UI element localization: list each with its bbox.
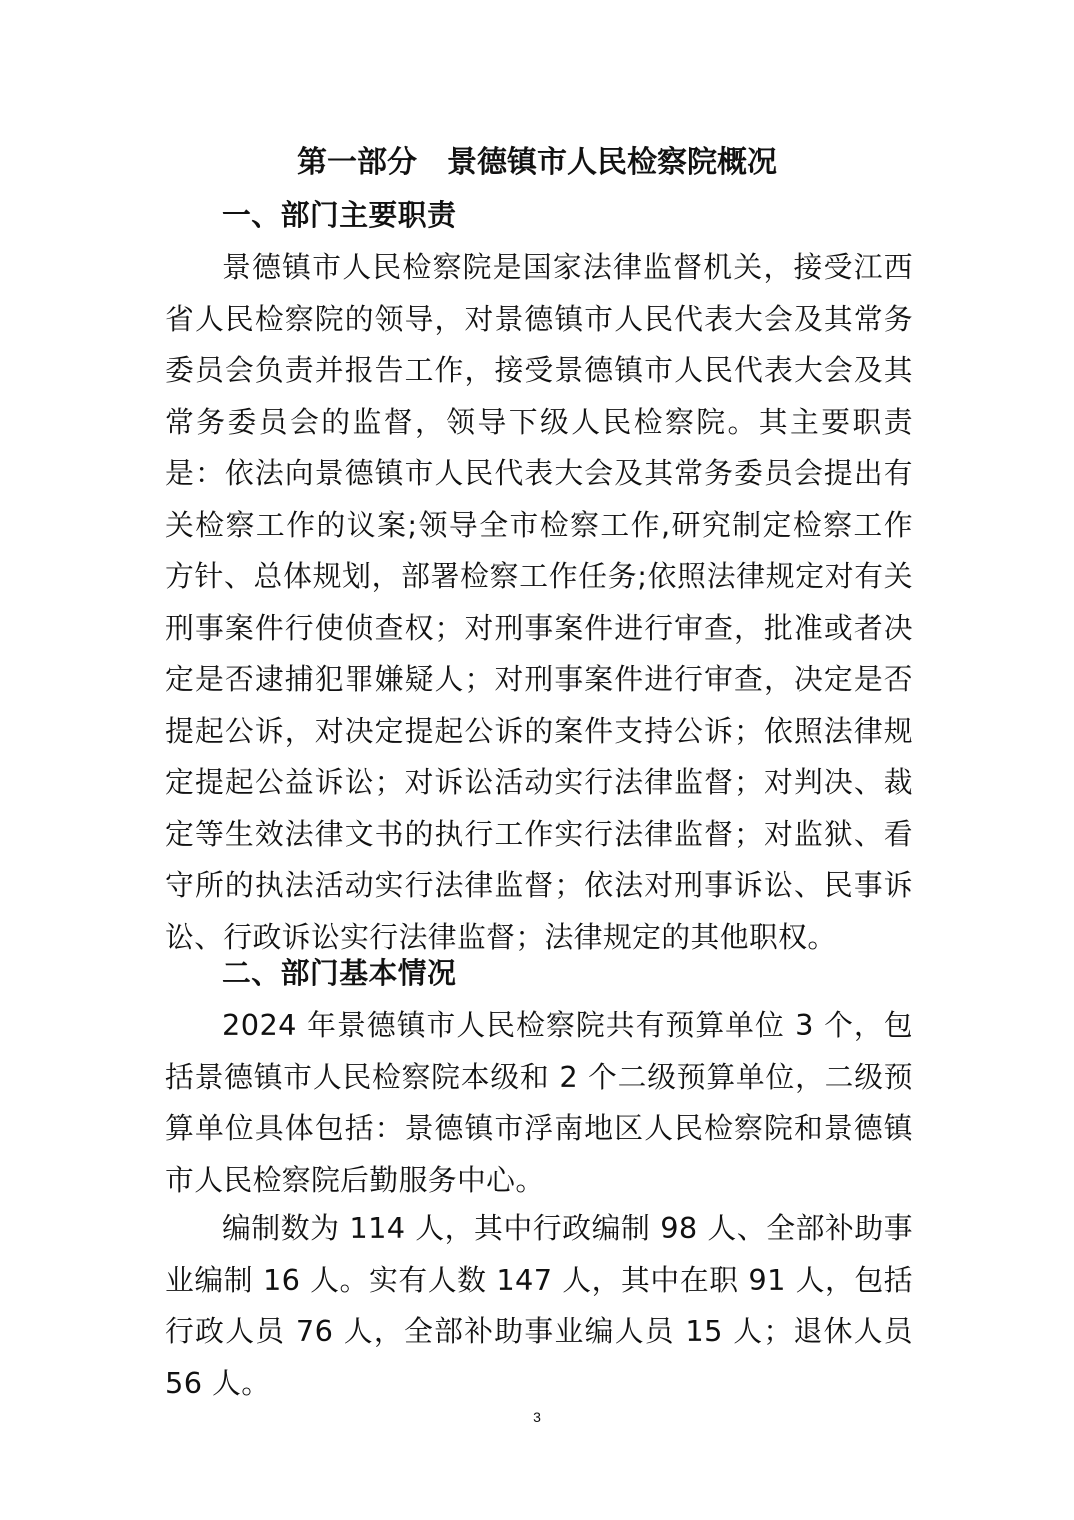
section-heading-basic-info: 二、部门基本情况 <box>222 956 457 990</box>
section-heading-duties: 一、部门主要职责 <box>222 198 457 232</box>
paragraph-staffing: 编制数为 114 人，其中行政编制 98 人、全部补助事业编制 16 人。实有人数 147 人，其中在职 91 人，包括行政人员 76 人，全部补助事业编人员 15 人；退休人员 56 人。 <box>165 1211 913 1400</box>
paragraph-budget-units: 2024 年景德镇市人民检察院共有预算单位 3 个，包括景德镇市人民检察院本级和 2 个二级预算单位，二级预算单位具体包括：景德镇市浮南地区人民检察院和景德镇市人民检察院后勤服务中心。 <box>165 1008 913 1197</box>
page-number: 3 <box>533 1409 541 1425</box>
page-title: 第一部分 景德镇市人民检察院概况 <box>297 145 777 180</box>
paragraph-duties: 景德镇市人民检察院是国家法律监督机关，接受江西省人民检察院的领导，对景德镇市人民代表大会及其常务委员会负责并报告工作，接受景德镇市人民代表大会及其常务委员会的监督，领导下级人民检察院。其主要职责是：依法向景德镇市人民代表大会及其常务委员会提出有关检察工作的议案;领导全市检察工作,研究制定检察工作方针、总体规划，部署检察工作任务;依照法律规定对有关刑事案件行使侦查权；对刑事案件进行审查，批准或者决定是否逮捕犯罪嫌疑人；对刑事案件进行审查，决定是否提起公诉，对决定提起公诉的案件支持公诉；依照法律规定提起公益诉讼；对诉讼活动实行法律监督；对判决、裁定等生效法律文书的执行工作实行法律监督；对监狱、看守所的执法活动实行法律监督；依法对刑事诉讼、民事诉讼、行政诉讼实行法律监督；法律规定的其他职权。 <box>165 250 913 954</box>
